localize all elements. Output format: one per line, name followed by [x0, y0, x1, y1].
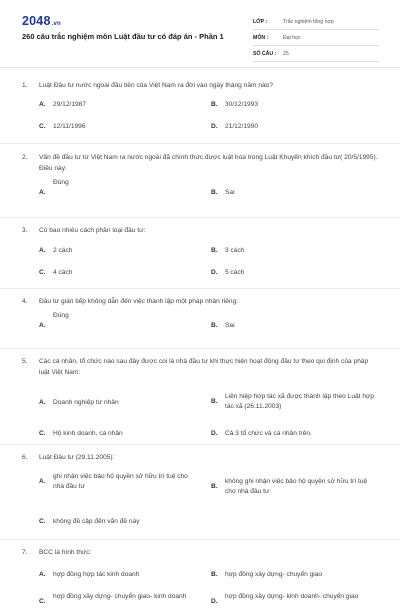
- question-text: Các cá nhân, tổ chức nào sau đây được coi là nhà đầu tư khi thực hiện hoạt động đầu tư theo qui định của pháp luật Việt Nam:: [39, 358, 369, 376]
- option-text: hợp đồng xây dựng- chuyển giao: [225, 571, 323, 578]
- option-text: ghi nhận việc bảo hộ quyền sở hữu trí tuệ cho nhà đầu tư: [53, 473, 188, 490]
- option-text: 30/12/1993: [225, 101, 259, 108]
- meta-value: 25: [283, 50, 289, 57]
- option-b[interactable]: [211, 321, 235, 331]
- meta-label: MÔN :: [253, 34, 269, 41]
- option-letter: A.: [39, 247, 46, 254]
- option-b[interactable]: [211, 188, 235, 198]
- meta-value: Trắc nghiệm tổng hợp: [283, 18, 334, 25]
- logo-suffix: .vn: [51, 21, 61, 27]
- question-divider: [0, 217, 400, 218]
- option-letter: A.: [39, 478, 46, 485]
- option-text: Đúng: [53, 179, 69, 186]
- option-a[interactable]: [39, 472, 199, 492]
- option-text: hợp đồng xây dựng- chuyển giao- kinh doanh: [53, 593, 187, 600]
- option-c[interactable]: [39, 517, 140, 527]
- option-text: hợp đồng xây dựng- kinh doanh- chuyển giao: [225, 593, 359, 600]
- option-letter: C.: [39, 123, 46, 130]
- question-6: [22, 452, 380, 543]
- option-a[interactable]: [39, 178, 69, 198]
- question-divider: [0, 143, 400, 144]
- option-text: 3 cách: [225, 247, 245, 254]
- meta-value: Đại học: [283, 34, 301, 41]
- option-a[interactable]: [39, 311, 69, 331]
- option-b[interactable]: [211, 477, 377, 497]
- site-logo[interactable]: [22, 14, 61, 28]
- question-divider: [0, 288, 400, 289]
- option-letter: C.: [39, 598, 46, 605]
- option-letter: D.: [211, 269, 218, 276]
- option-a[interactable]: [39, 100, 86, 110]
- question-number: 3.: [22, 227, 28, 234]
- question-number: 5.: [22, 358, 28, 365]
- question-text: Luật Đầu tư (29.11.2005):: [39, 454, 115, 461]
- option-text: Sai: [225, 189, 235, 196]
- option-text: Liên hiệp hợp tác xã được thành lập theo Luật hợp tác xã (26.11.2003): [225, 393, 374, 410]
- option-c[interactable]: [39, 592, 199, 607]
- option-a[interactable]: [39, 570, 139, 580]
- question-1: [22, 80, 380, 137]
- meta-label: SỐ CÂU :: [253, 50, 277, 57]
- option-d[interactable]: [211, 592, 377, 607]
- question-text: Đầu tư gián tiếp không dẫn đến việc thành lập một pháp nhân riêng:: [39, 298, 239, 305]
- meta-row-subject: [253, 30, 379, 46]
- question-number: 4.: [22, 298, 28, 305]
- option-letter: B.: [211, 322, 218, 329]
- option-a[interactable]: [39, 398, 119, 408]
- question-4: [22, 296, 380, 343]
- option-letter: C.: [39, 518, 46, 525]
- option-text: 21/12/1990: [225, 123, 259, 130]
- question-text: Luật Đầu tư nước ngoài đầu tiên của Việt Nam ra đời vào ngày tháng năm nào?: [39, 82, 273, 89]
- option-text: 29/12/1987: [53, 101, 87, 108]
- option-a[interactable]: [39, 246, 72, 256]
- option-letter: B.: [211, 101, 218, 108]
- option-letter: B.: [211, 189, 218, 196]
- option-c[interactable]: [39, 429, 123, 439]
- option-text: 2 cách: [53, 247, 73, 254]
- option-text: Đúng: [53, 312, 69, 319]
- meta-row-count: [253, 46, 379, 62]
- question-text: BCC là hình thức:: [39, 549, 92, 556]
- question-5: [22, 356, 380, 440]
- option-letter: A.: [39, 399, 46, 406]
- option-letter: B.: [211, 483, 218, 490]
- question-text: Vấn đề đầu tư từ Việt Nam ra nước ngoài đã chính thức được luật hóa trong Luật Khuyến khích đầu tư( 20/5/1995). Điều này:: [39, 154, 378, 172]
- option-b[interactable]: [211, 246, 244, 256]
- option-letter: A.: [39, 571, 46, 578]
- question-text: Có bao nhiêu cách phân loại đầu tư:: [39, 227, 146, 234]
- question-divider: [0, 539, 400, 540]
- question-2: [22, 152, 380, 210]
- option-letter: B.: [211, 247, 218, 254]
- option-letter: A.: [39, 189, 46, 196]
- meta-row-class: [253, 14, 379, 30]
- question-3: [22, 225, 380, 282]
- header-divider: [0, 67, 400, 68]
- option-b[interactable]: [211, 100, 258, 110]
- logo-text: 2048: [22, 14, 51, 28]
- option-b[interactable]: [211, 570, 322, 580]
- option-c[interactable]: [39, 268, 72, 278]
- option-text: không đề cập đến vấn đề này: [53, 518, 140, 525]
- option-letter: C.: [39, 430, 46, 437]
- option-text: hợp đồng hợp tác kinh doanh: [53, 571, 140, 578]
- option-letter: B.: [211, 571, 218, 578]
- question-number: 7.: [22, 549, 28, 556]
- option-letter: B.: [211, 398, 218, 405]
- page-title: 260 câu trắc nghiệm môn Luật đầu tư có đáp án - Phần 1: [22, 32, 224, 41]
- question-number: 6.: [22, 454, 28, 461]
- question-divider: [0, 444, 400, 445]
- option-text: Hộ kinh doanh, cá nhân: [53, 430, 123, 437]
- meta-info: [253, 14, 379, 62]
- option-text: 12/11/1996: [53, 123, 86, 130]
- question-number: 1.: [22, 82, 28, 89]
- question-7: [22, 547, 380, 608]
- option-letter: A.: [39, 322, 46, 329]
- option-letter: C.: [39, 269, 46, 276]
- option-text: 4 cách: [53, 269, 73, 276]
- option-c[interactable]: [39, 122, 86, 132]
- meta-label: LỚP :: [253, 18, 268, 25]
- option-letter: D.: [211, 430, 218, 437]
- option-b[interactable]: [211, 392, 377, 412]
- option-d[interactable]: [211, 268, 244, 278]
- option-text: Sai: [225, 322, 235, 329]
- question-divider: [0, 348, 400, 349]
- option-text: Doanh nghiệp tư nhân: [53, 399, 119, 406]
- option-text: 5 cách: [225, 269, 245, 276]
- option-letter: D.: [211, 598, 218, 605]
- option-d[interactable]: [211, 429, 312, 439]
- document-header: [0, 0, 400, 68]
- question-number: 2.: [22, 154, 28, 161]
- option-text: Cả 3 tổ chức và cá nhân trên.: [225, 430, 312, 437]
- option-letter: D.: [211, 123, 218, 130]
- option-text: không ghi nhận việc bảo hộ quyền sở hữu trí tuệ cho nhà đầu tư: [225, 478, 368, 495]
- option-d[interactable]: [211, 122, 258, 132]
- option-letter: A.: [39, 101, 46, 108]
